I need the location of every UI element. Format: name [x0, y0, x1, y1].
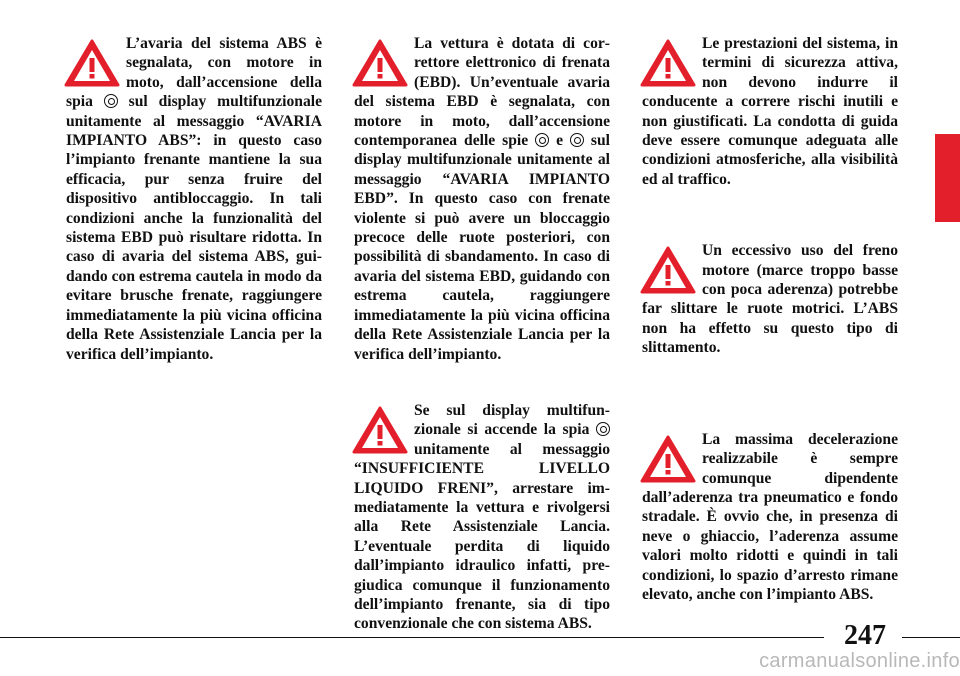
section-tab-marker	[935, 134, 960, 222]
abs-warning-light-icon	[104, 94, 118, 108]
warning-text: L’avaria del sistema ABS è segnalata, con motore in moto, dall’accensione della spia sul display multifunzionale unitamente al messaggio “AVARIA IMPIANTO ABS”: in questo caso l’impianto frenante mantiene la sua efficacia, pur senza fruire del dispositivo antibloccaggio. In tali condizioni anche la funzionalità del sistema EBD può risultare ridotta. In caso di avaria del sistema ABS, guidando con estrema cautela in modo da evitare brusche frenate, raggiungere immediatamente la più vicina officina della Rete Assistenziale Lancia per la verifica dell’impianto.	[66, 35, 322, 363]
brake-warning-light-icon	[596, 422, 610, 436]
warning-text: La vettura è dotata di correttore elettronico di frenata (EBD). Un’eventuale avaria del sistema EBD è segnalata, con motore in moto, dall’accensione contemporanea delle spie e sul display multifunzionale unitamente al messaggio “AVARIA IMPIANTO EBD”. In questo caso con frenate violente si può avere un bloccaggio precoce delle ruote posteriori, con possibilità di sbandamento. In caso di avaria del sistema EBD, guidando con estrema cautela, raggiungere immediatamente la più vicina officina della Rete Assistenziale Lancia per la verifica dell’impianto.	[354, 35, 610, 363]
warning-triangle-icon	[64, 38, 120, 88]
warning-text: La massima decelerazione realizzabile è sempre comunque dipendente dall’aderenza tra pneumatico e fondo stradale. È ovvio che, in presenza di neve o ghiaccio, l’aderenza assume valori molto ridotti e quindi in tali condizioni, lo spazio d’arresto rimane elevato, anche con l’impianto ABS.	[642, 430, 898, 603]
page-number: 247	[844, 620, 886, 651]
watermark: carmanualsonline.info	[759, 650, 960, 672]
warning-system-performance	[642, 34, 898, 189]
warning-max-deceleration	[642, 430, 898, 605]
footer-rule-right	[902, 637, 960, 638]
warning-triangle-icon	[352, 38, 408, 88]
warning-engine-brake	[642, 241, 898, 357]
warning-text: Se sul display multifunzionale si accende la spia unitamente al messaggio “INSUFFICIENTE LIVELLO LIQUIDO FRENI”, arrestare immediatamente la vettura e rivolgersi alla Rete Assistenziale Lancia. L’eventuale perdita di liquido dall’impianto idraulico infatti, pregiudica comunque il funzionamento dell’impianto frenante, sia di tipo convenzionale che con sistema ABS.	[354, 401, 610, 633]
warning-brake-fluid	[354, 401, 610, 634]
brake-warning-light-icon	[535, 133, 549, 147]
warning-triangle-icon	[352, 405, 408, 455]
column-1	[66, 34, 322, 364]
warning-triangle-icon	[640, 38, 696, 88]
column-3	[642, 34, 898, 604]
warning-ebd-failure	[354, 34, 610, 364]
warning-triangle-icon	[640, 434, 696, 484]
warning-text: Le prestazioni del sistema, in termini di sicurezza attiva, non devono indurre il conducente a correre rischi inutili e non giustificati. La condotta di guida deve essere comunque adeguata alle condizioni atmosferiche, alla visibilità ed al traffico.	[642, 35, 898, 188]
footer-rule-left	[0, 637, 824, 638]
column-2	[354, 34, 610, 634]
warning-triangle-icon	[640, 245, 696, 295]
warning-abs-failure	[66, 34, 322, 364]
warning-text: Un eccessivo uso del freno motore (marce troppo basse con poca aderenza) potrebbe far slittare le ruote motrici. L’ABS non ha effetto su questo tipo di slittamento.	[642, 242, 898, 357]
abs-warning-light-icon	[570, 133, 584, 147]
